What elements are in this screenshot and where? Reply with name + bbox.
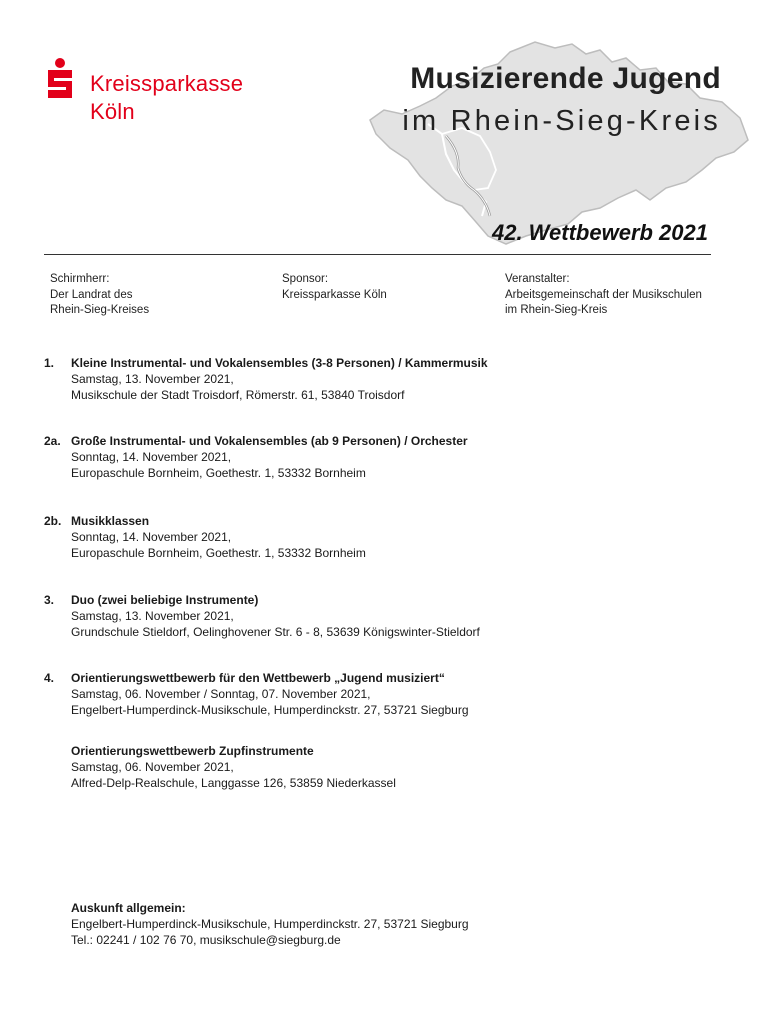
entry-date: Samstag, 06. November / Sonntag, 07. November 2021,: [71, 687, 371, 701]
entry-venue: Europaschule Bornheim, Goethestr. 1, 53332 Bornheim: [71, 546, 366, 560]
contact-heading: Auskunft allgemein:: [71, 901, 186, 915]
entry-venue: Grundschule Stieldorf, Oelinghovener Str. 6 - 8, 53639 Königswinter-Stieldorf: [71, 625, 480, 639]
sponsor-label: Sponsor:: [282, 273, 329, 285]
page-subtitle: im Rhein-Sieg-Kreis: [402, 105, 721, 137]
header-divider: [44, 254, 711, 255]
organizer-line: im Rhein-Sieg-Kreis: [505, 304, 608, 316]
organizer-line: Arbeitsgemeinschaft der Musikschulen: [505, 288, 702, 301]
entry-number: 2b.: [44, 514, 62, 528]
contact-phone-email: Tel.: 02241 / 102 76 70, musikschule@siegburg.de: [71, 933, 341, 947]
competition-edition: 42. Wettbewerb 2021: [491, 220, 708, 245]
entry-title: Große Instrumental- und Vokalensembles (ab 9 Personen) / Orchester: [71, 434, 468, 448]
entry-number: 4.: [44, 671, 55, 685]
brand-name-line2: Köln: [90, 99, 135, 124]
brand-name-line1: Kreissparkasse: [90, 71, 244, 96]
organizer-label: Veranstalter:: [505, 273, 570, 285]
patron-label: Schirmherr:: [50, 273, 110, 285]
entry-title: Duo (zwei beliebige Instrumente): [71, 593, 259, 607]
entry-number: 1.: [44, 356, 55, 370]
entry-number: 2a.: [44, 434, 61, 448]
patron-line: Der Landrat des: [50, 288, 133, 301]
entry-title: Musikklassen: [71, 514, 150, 528]
entry-date: Samstag, 13. November 2021,: [71, 609, 234, 623]
entry-venue: Europaschule Bornheim, Goethestr. 1, 53332 Bornheim: [71, 466, 366, 480]
entry-venue: Musikschule der Stadt Troisdorf, Römerstr. 61, 53840 Troisdorf: [71, 388, 405, 402]
entry-title: Orientierungswettbewerb Zupfinstrumente: [71, 744, 314, 758]
entry-title: Kleine Instrumental- und Vokalensembles (3-8 Personen) / Kammermusik: [71, 356, 488, 370]
sponsor-line: Kreissparkasse Köln: [282, 288, 387, 301]
entry-date: Sonntag, 14. November 2021,: [71, 450, 232, 464]
entry-date: Samstag, 06. November 2021,: [71, 760, 234, 774]
contact-address: Engelbert-Humperdinck-Musikschule, Humperdinckstr. 27, 53721 Siegburg: [71, 917, 469, 931]
page-title: Musizierende Jugend: [410, 62, 721, 95]
organizer-block: [505, 272, 702, 319]
entry-venue: Alfred-Delp-Realschule, Langgasse 126, 53859 Niederkassel: [71, 776, 396, 790]
entry-number: 3.: [44, 593, 55, 607]
entry-venue: Engelbert-Humperdinck-Musikschule, Humperdinckstr. 27, 53721 Siegburg: [71, 703, 469, 717]
patron-block: [50, 272, 149, 319]
entry-title: Orientierungswettbewerb für den Wettbewerb „Jugend musiziert“: [71, 671, 445, 685]
sparkasse-logo-icon: [44, 58, 76, 98]
patron-line: Rhein-Sieg-Kreises: [50, 304, 150, 316]
entry-date: Samstag, 13. November 2021,: [71, 372, 234, 386]
sponsor-block: [282, 272, 387, 303]
entry-date: Sonntag, 14. November 2021,: [71, 530, 232, 544]
